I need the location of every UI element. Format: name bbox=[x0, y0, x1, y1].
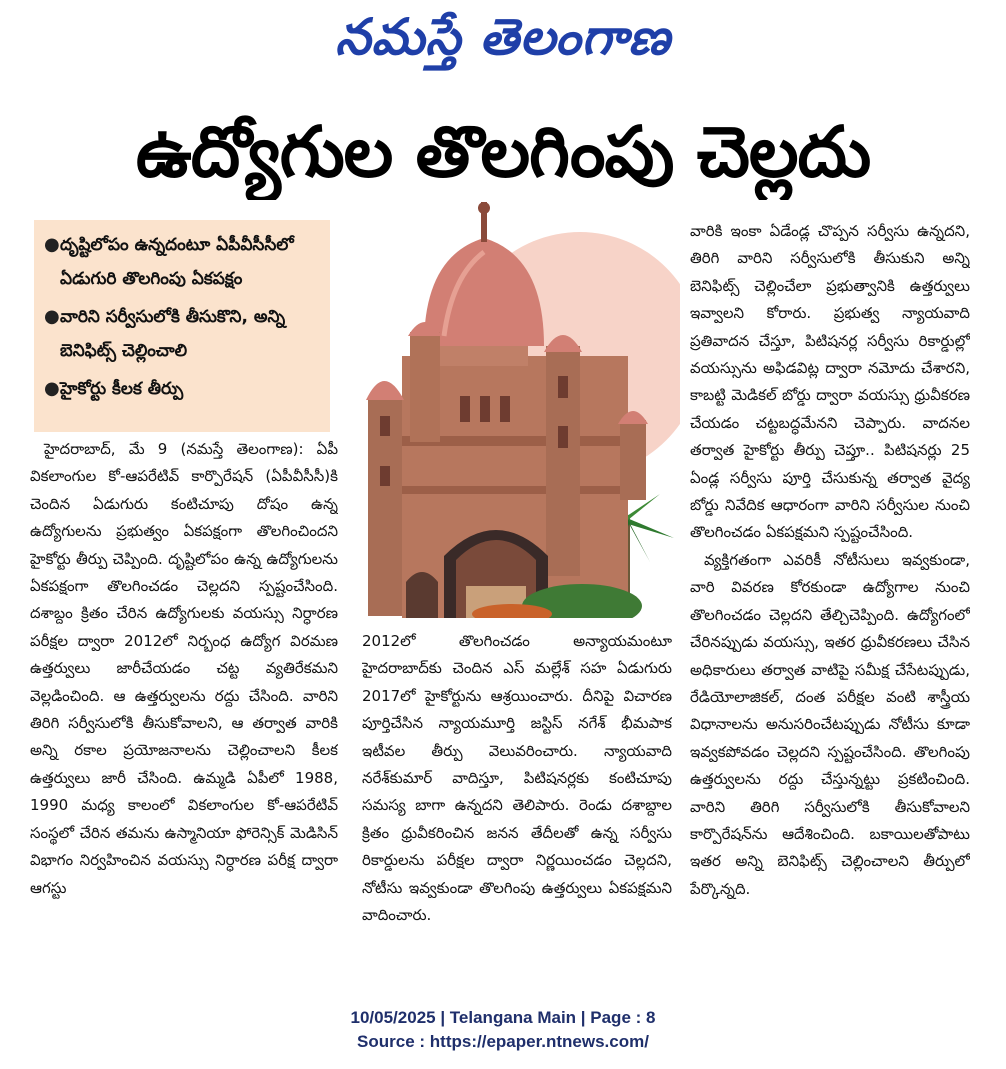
headline: ఉద్యోగుల తొలగింపు చెల్లదు bbox=[135, 111, 871, 193]
highlights-box bbox=[34, 220, 330, 432]
body-paragraph: వ్యక్తిగతంగా ఎవరికీ నోటీసులు ఇవ్వకుండా, వారి వివరణ కోరకుండా ఉద్యోగాల నుంచి తొలగించడం చెల్లదని తేల్చిచెప్పింది. ఉద్యోగంలో చేరినప్పుడు వయస్సు, ఇతర ధ్రువీకరణలు చేసిన అధికారులు తర్వాత వాటిపై సమీక్ష చేసేటప్పుడు, రేడియోలాజికల్, దంత పరీక్షల వంటి శాస్త్రీయ విధానాలను అనుసరించేటప్పుడు నోటీసు కూడా ఇవ్వకపోవడం చెల్లదని స్పష్టంచేసింది. తొలగింపు ఉత్తర్వులను రద్దు చేస్తున్నట్టు ప్రకటించింది. వారిని తిరిగి సర్వీసులోకి తీసుకోవాలని కార్పొరేషన్‌ను ఆదేశించింది. బకాయిలతోపాటు ఇతర అన్ని బెనిఫిట్స్ చెల్లించాలని తీర్పులో పేర్కొన్నది. bbox=[690, 550, 970, 898]
bullet-icon: ● bbox=[44, 234, 60, 255]
article-column-1 bbox=[30, 436, 338, 976]
highlight-text: వారిని సర్వీసులోకి తీసుకొని, అన్ని బెనిఫిట్స్ చెల్లించాలి bbox=[60, 307, 286, 361]
body-paragraph: 2012లో తొలగించడం అన్యాయమంటూ హైదరాబాద్‌కు చెందిన ఎస్ మల్లేశ్ సహ ఏడుగురు 2017లో హైకోర్టును ఆశ్రయించారు. దీనిపై విచారణ పూర్తిచేసిన న్యాయమూర్తి జస్టిస్ నగేశ్ భీమపాక ఇటీవల తీర్పు వెలువరించారు. న్యాయవాది నరేశ్‌కుమార్ వాదిస్తూ, పిటిషనర్లకు కంటిచూపు సమస్య బాగా ఉన్నదని తెలిపారు. రెండు దశాబ్దాల క్రితం ధ్రువీకరించిన జనన తేదీలతో ఉన్న సర్వీసు రికార్డులను పరీక్షల ద్వారా నిర్ణయించడం చెల్లదని, నోటీసు ఇవ్వకుండా తొలగింపు ఉత్తర్వులు ఏకపక్షమని వాదించారు. bbox=[362, 632, 672, 925]
article-column-2 bbox=[362, 628, 672, 974]
highlight-item bbox=[44, 372, 322, 406]
bullet-icon: ● bbox=[44, 378, 60, 399]
body-paragraph: హైదరాబాద్, మే 9 (నమస్తే తెలంగాణ): ఏపీ వికలాంగుల కో-ఆపరేటివ్ కార్పొరేషన్ (ఏపీవీసీసీ)కి చెందిన ఏడుగురు కంటిచూపు దోషం ఉన్న ఉద్యోగులను ప్రభుత్వం ఏకపక్షంగా తొలగించిందని హైకోర్టు తీర్పు చెప్పింది. దృష్టిలోపం ఉన్న ఉద్యోగులను ఏకపక్షంగా తొలగించడం చెల్లదని స్పష్టంచేసింది. దశాబ్దం క్రితం చేరిన ఉద్యోగులకు వయస్సు నిర్ధారణ పరీక్షల ద్వారా 2012లో నిర్బంధ ఉద్యోగ విరమణ ఉత్తర్వులు జారీచేయడం చట్ట వ్యతిరేకమని వెల్లడించింది. ఆ ఉత్తర్వులను రద్దు చేసింది. వారిని తిరిగి సర్వీసులోకి తీసుకోవాలని, ఆ తర్వాత వారికి అన్ని రకాల ప్రయోజనాలను చెల్లించాలని కీలక ఉత్తర్వులు జారీ చేసింది. ఉమ్మడి ఏపీలో 1988, 1990 మధ్య కాలంలో వికలాంగుల కో-ఆపరేటివ్ సంస్థలో చేరిన తమను ఉస్మానియా ఫోరెన్సిక్ మెడిసిన్ విభాగం నిర్వహించిన వయస్సు నిర్ధారణ పరీక్ష ద్వారా ఆగస్టు bbox=[30, 440, 338, 897]
edition-info: 10/05/2025 | Telangana Main | Page : 8 bbox=[350, 1008, 656, 1027]
highlight-text: హైకోర్టు కీలక తీర్పు bbox=[60, 379, 184, 399]
high-court-photo bbox=[362, 186, 680, 618]
highlight-item bbox=[44, 228, 322, 296]
bullet-icon: ● bbox=[44, 306, 60, 327]
article-column-3 bbox=[690, 218, 970, 970]
highlight-text: దృష్టిలోపం ఉన్నదంటూ ఏపీవీసీసీలో ఏడుగురి తొలగింపు ఏకపక్షం bbox=[60, 235, 294, 289]
masthead-logo: నమస్తే తెలంగాణ bbox=[335, 7, 671, 66]
source-link[interactable]: Source : https://epaper.ntnews.com/ bbox=[357, 1032, 649, 1051]
body-paragraph: వారికి ఇంకా ఏడేండ్ల చొప్పన సర్వీసు ఉన్నదని, తిరిగి వారిని సర్వీసులోకి తీసుకుని అన్ని బెనిఫిట్స్ చెల్లించేలా ప్రభుత్వానికి ఉత్తర్వులు ఇవ్వాలని కోరారు. ప్రభుత్వ న్యాయవాది ప్రతివాదన చేస్తూ, పిటిషనర్ల సర్వీసు రికార్డుల్లో వయస్సును అఫిడవిట్ల ద్వారా నమోదు చేశారని, కాబట్టి మెడికల్ బోర్డు ద్వారా వయస్సు ధ్రువీకరణ చేయడం చట్టబద్ధమేనని చెప్పారు. వాదనల తర్వాత హైకోర్టు తీర్పు చెప్తూ.. పిటిషనర్లు 25 ఏండ్ల సర్వీసు పూర్తి చేసుకున్న తర్వాత వైద్య బోర్డు నివేదిక ఆధారంగా వారిని సర్వీసుల నుంచి తొలగించడం ఏకపక్షమని స్పష్టంచేసింది. bbox=[690, 222, 970, 542]
highlight-item bbox=[44, 300, 322, 368]
